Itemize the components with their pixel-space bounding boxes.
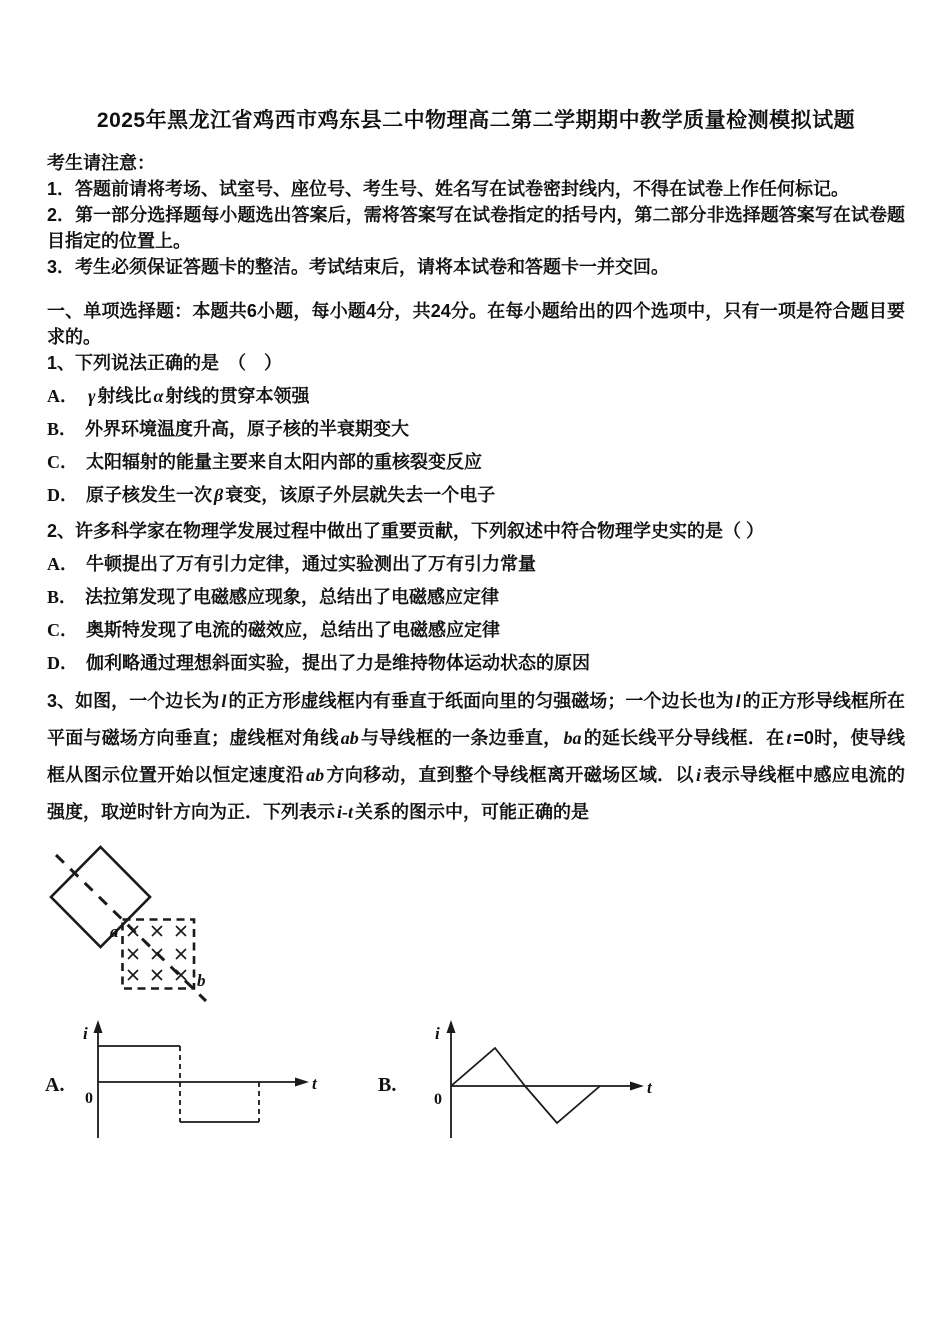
exam-title: 2025年黑龙江省鸡西市鸡东县二中物理高二第二学期期中教学质量检测模拟试题 bbox=[96, 109, 856, 132]
graph-a-t-label: t bbox=[312, 1074, 317, 1093]
q1-option-a-marker: A． bbox=[47, 386, 78, 406]
section-heading: 一、单项选择题：本题共6小题，每小题4分，共24分。在每小题给出的四个选项中，只有一项是符合题目要求的。 bbox=[47, 301, 905, 347]
q2-option-a-marker: A． bbox=[47, 554, 78, 574]
q2-option-c bbox=[47, 617, 905, 643]
q1-option-b-text: 外界环境温度升高，原子核的半衰期变大 bbox=[85, 419, 410, 439]
graph-a-origin-label: 0 bbox=[85, 1090, 93, 1107]
graph-b bbox=[375, 1018, 665, 1143]
q1-option-c bbox=[47, 449, 905, 475]
q1-option-b bbox=[47, 416, 905, 442]
q2-option-b-text: 法拉第发现了电磁感应现象，总结出了电磁感应定律 bbox=[85, 587, 500, 607]
graph-a-time-axis-arrow bbox=[295, 1078, 309, 1087]
notice-item-1: 1．答题前请将考场、试室号、座位号、考生号、姓名写在试卷密封线内，不得在试卷上作任何标记。 bbox=[47, 179, 850, 199]
q1-option-c-marker: C． bbox=[47, 452, 78, 472]
q2-option-d-marker: D． bbox=[47, 653, 78, 673]
question-3-stem: 3、如图，一个边长为 l 的正方形虚线框内有垂直于纸面向里的匀强磁场；一个边长也为 l 的正方形导线框所在平面与磁场方向垂直；虚线框对角线 ab 与导线框的一条边垂直， ba 的延长线平分导线框．在 t =0时，使导线框从图示位置开始以恒定速度沿 ab 方向移动，直到整个导线框离开磁场区域．以 i 表示导线框中感应电流的强度，取逆时针方向为正．下列表示 i-t 关系的图示中，可能正确的是 bbox=[47, 691, 906, 822]
q1-option-a-text: γ 射线比 α 射线的贯穿本领强 bbox=[88, 386, 310, 406]
question-1-stem: 1、下列说法正确的是 （ ） bbox=[47, 353, 283, 373]
q2-option-c-text: 奥斯特发现了电流的磁效应，总结出了电磁感应定律 bbox=[86, 620, 500, 640]
graph-b-i-label: i bbox=[435, 1024, 440, 1043]
graph-a-marker: A. bbox=[45, 1074, 65, 1096]
graph-b-t-label: t bbox=[647, 1078, 652, 1097]
q1-option-a bbox=[47, 383, 905, 409]
q1-option-d-text: 原子核发生一次 β 衰变，该原子外层就失去一个电子 bbox=[86, 485, 496, 505]
graph-a-i-label: i bbox=[83, 1024, 88, 1043]
q2-option-c-marker: C． bbox=[47, 620, 78, 640]
graph-b-current-axis-arrow bbox=[447, 1020, 456, 1033]
label-b: b bbox=[197, 971, 206, 990]
q3-figure-area bbox=[47, 841, 905, 1016]
q3-graphs-row bbox=[47, 1018, 905, 1148]
graph-b-marker: B. bbox=[378, 1074, 397, 1096]
q1-option-b-marker: B． bbox=[47, 419, 78, 439]
graph-a bbox=[40, 1018, 330, 1143]
field-cross-marks bbox=[128, 926, 186, 980]
q2-option-b-marker: B． bbox=[47, 587, 78, 607]
q2-option-a bbox=[47, 551, 905, 577]
notice-heading: 考生请注意： bbox=[47, 153, 155, 173]
question-2-stem: 2、许多科学家在物理学发展过程中做出了重要贡献，下列叙述中符合物理学史实的是（ ） bbox=[47, 521, 765, 541]
q2-option-a-text: 牛顿提出了万有引力定律，通过实验测出了万有引力常量 bbox=[86, 554, 536, 574]
q2-option-d bbox=[47, 650, 905, 676]
graph-b-time-axis-arrow bbox=[630, 1082, 644, 1091]
q2-option-d-text: 伽利略通过理想斜面实验，提出了力是维持物体运动状态的原因 bbox=[86, 653, 590, 673]
notice-item-2: 2．第一部分选择题每小题选出答案后，需将答案写在试卷指定的括号内，第二部分非选择题答案写在试卷题目指定的位置上。 bbox=[47, 205, 905, 251]
q1-option-d-marker: D． bbox=[47, 485, 78, 505]
notice-item-3: 3．考生必须保证答题卡的整洁。考试结束后，请将本试卷和答题卡一并交回。 bbox=[47, 257, 670, 277]
q3-figure bbox=[40, 841, 310, 1013]
q2-option-b bbox=[47, 584, 905, 610]
q1-option-c-text: 太阳辐射的能量主要来自太阳内部的重核裂变反应 bbox=[86, 452, 482, 472]
q1-option-d bbox=[47, 482, 905, 508]
graph-b-origin-label: 0 bbox=[434, 1091, 442, 1108]
label-a: a bbox=[110, 922, 119, 941]
graph-a-current-axis-arrow bbox=[94, 1020, 103, 1033]
